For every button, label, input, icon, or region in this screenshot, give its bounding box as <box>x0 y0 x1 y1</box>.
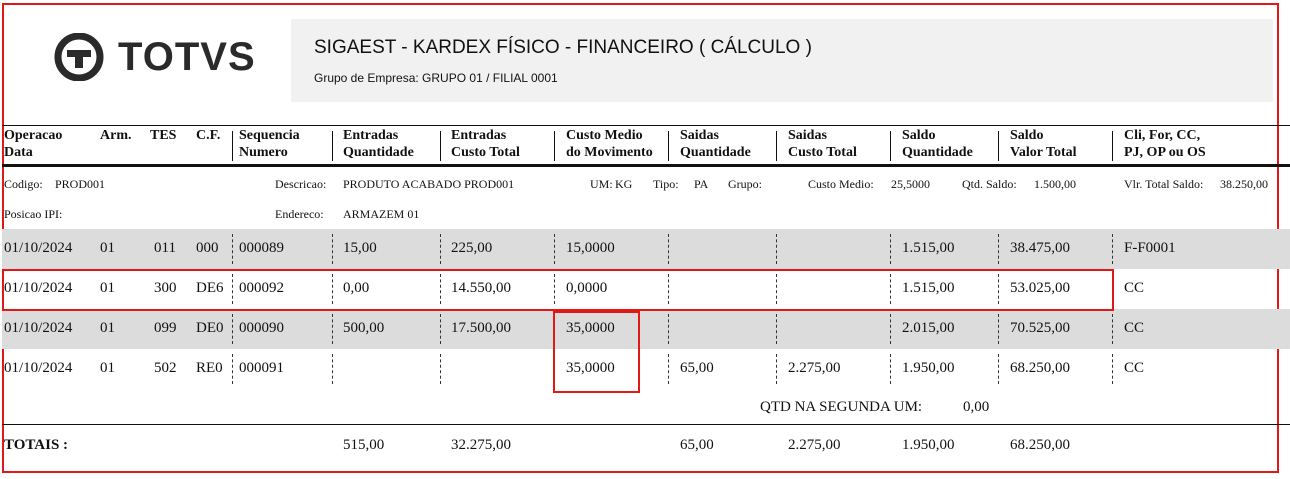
column-header-line1: Entradas <box>343 128 399 143</box>
logo-text: TOTVS <box>118 35 256 79</box>
row-separator <box>890 354 891 384</box>
column-header-2 <box>150 127 176 144</box>
cell-seq: 000091 <box>239 360 284 376</box>
column-header-line2: do Movimento <box>566 145 653 160</box>
cell-sai-qtd: 65,00 <box>680 360 714 376</box>
cell-custo-medio: 0,0000 <box>566 280 608 296</box>
column-header-line1: TES <box>150 128 177 143</box>
row-separator <box>554 234 555 264</box>
column-header-8 <box>680 127 751 161</box>
total-saidas-custo: 2.275,00 <box>788 437 841 453</box>
column-separator <box>232 131 233 161</box>
row-separator <box>776 314 777 344</box>
cell-cli: CC <box>1124 360 1145 376</box>
column-header-line1: Cli, For, CC, <box>1124 128 1201 143</box>
total-entradas-custo: 32.275,00 <box>451 437 511 453</box>
vlr-total-value: 38.250,00 <box>1220 177 1268 191</box>
cell-saldo-qtd: 1.515,00 <box>902 280 955 296</box>
qtd-saldo-label: Qtd. Saldo: <box>962 177 1017 191</box>
column-header-12 <box>1124 127 1206 161</box>
cell-seq: 000090 <box>239 320 284 336</box>
total-saldo-valor: 68.250,00 <box>1010 437 1070 453</box>
tipo-label: Tipo: <box>653 177 679 191</box>
cell-saldo-valor: 70.525,00 <box>1010 320 1070 336</box>
column-header-line2: Valor Total <box>1010 145 1077 160</box>
column-header-0 <box>4 127 62 161</box>
column-header-line1: Saidas <box>680 128 719 143</box>
cell-saldo-qtd: 1.515,00 <box>902 240 955 256</box>
column-header-6 <box>451 127 520 161</box>
row-separator <box>332 354 333 384</box>
cell-cf: DE0 <box>196 320 224 336</box>
column-header-line1: Custo Medio <box>566 128 643 143</box>
column-header-line1: C.F. <box>196 128 221 143</box>
column-header-line2: Custo Total <box>451 145 520 160</box>
um-value: KG <box>615 177 633 191</box>
totvs-logo <box>54 33 256 81</box>
row-separator <box>440 234 441 264</box>
cell-cli: CC <box>1124 280 1145 296</box>
cell-tes: 502 <box>154 360 177 376</box>
cell-saldo-valor: 38.475,00 <box>1010 240 1070 256</box>
column-separator <box>440 131 441 161</box>
row-separator <box>332 314 333 344</box>
column-header-1 <box>100 127 132 144</box>
endereco-value: ARMAZEM 01 <box>343 207 420 221</box>
cell-tes: 099 <box>154 320 177 336</box>
column-header-5 <box>343 127 414 161</box>
column-header-line1: Saldo <box>902 128 936 143</box>
grupo-label: Grupo: <box>728 177 762 191</box>
column-header-line1: Operacao <box>4 128 63 143</box>
row-separator <box>440 314 441 344</box>
tipo-value: PA <box>694 177 709 191</box>
cell-ent-custo: 225,00 <box>451 240 493 256</box>
column-header-line1: Arm. <box>100 128 132 143</box>
total-saldo-qtd: 1.950,00 <box>902 437 955 453</box>
cell-custo-medio: 15,0000 <box>566 240 615 256</box>
table-row <box>2 229 1290 269</box>
cell-arm: 01 <box>100 280 115 296</box>
row-separator <box>668 234 669 264</box>
column-header-line2: Quantidade <box>680 145 751 160</box>
cell-data: 01/10/2024 <box>4 320 73 336</box>
column-header-line2: Numero <box>239 145 288 160</box>
segunda-um-value: 0,00 <box>963 399 990 415</box>
cell-saldo-valor: 68.250,00 <box>1010 360 1070 376</box>
total-saidas-qtd: 65,00 <box>680 437 714 453</box>
column-header-line1: Entradas <box>451 128 507 143</box>
cell-cli: CC <box>1124 320 1145 336</box>
column-separator <box>332 131 333 161</box>
column-separator <box>776 131 777 161</box>
column-header-line2: Data <box>4 145 33 160</box>
column-header-line2: PJ, OP ou OS <box>1124 145 1206 160</box>
totvs-logo-icon <box>54 33 106 81</box>
header-bottom-rule <box>2 164 1290 167</box>
row-separator <box>890 234 891 264</box>
column-header-line1: Saidas <box>788 128 827 143</box>
cell-seq: 000092 <box>239 280 284 296</box>
cell-data: 01/10/2024 <box>4 360 73 376</box>
row-separator <box>776 354 777 384</box>
codigo-label: Codigo: <box>4 177 43 191</box>
column-header-line2: Custo Total <box>788 145 857 160</box>
cell-custo-medio: 35,0000 <box>566 360 615 376</box>
cell-arm: 01 <box>100 240 115 256</box>
codigo-value: PROD001 <box>55 177 106 191</box>
endereco-label: Endereco: <box>275 207 324 221</box>
cell-arm: 01 <box>100 360 115 376</box>
column-header-4 <box>239 127 300 161</box>
row-separator <box>668 354 669 384</box>
column-header-line1: Saldo <box>1010 128 1044 143</box>
um-label: UM: <box>590 177 613 191</box>
cell-ent-custo: 14.550,00 <box>451 280 511 296</box>
totals-rule <box>2 424 1290 425</box>
row-separator <box>440 354 441 384</box>
column-separator <box>998 131 999 161</box>
row-separator <box>668 314 669 344</box>
column-header-line2: Quantidade <box>902 145 973 160</box>
column-header-10 <box>902 127 973 161</box>
cell-cf: RE0 <box>196 360 223 376</box>
cell-seq: 000089 <box>239 240 284 256</box>
descricao-value: PRODUTO ACABADO PROD001 <box>343 177 515 191</box>
table-row <box>2 309 1290 349</box>
column-separator <box>554 131 555 161</box>
row-separator <box>890 314 891 344</box>
cell-ent-qtd: 500,00 <box>343 320 385 336</box>
cell-tes: 011 <box>154 240 176 256</box>
row-separator <box>998 354 999 384</box>
qtd-saldo-value: 1.500,00 <box>1034 177 1076 191</box>
column-header-11 <box>1010 127 1077 161</box>
column-separator <box>1112 131 1113 161</box>
custo-medio-label: Custo Medio: <box>808 177 874 191</box>
row-separator <box>232 234 233 264</box>
descricao-label: Descricao: <box>275 177 327 191</box>
row-separator <box>232 354 233 384</box>
column-header-9 <box>788 127 857 161</box>
cell-cli: F-F0001 <box>1124 240 1176 256</box>
highlight-row-box <box>2 269 1114 311</box>
totals-label: TOTAIS : <box>4 437 69 453</box>
cell-arm: 01 <box>100 320 115 336</box>
segunda-um-label: QTD NA SEGUNDA UM: <box>760 399 923 415</box>
custo-medio-value: 25,5000 <box>891 177 930 191</box>
total-entradas-qtd: 515,00 <box>343 437 385 453</box>
cell-cf: 000 <box>196 240 219 256</box>
column-header-7 <box>566 127 653 161</box>
highlight-custo-medio-box <box>553 311 640 393</box>
cell-data: 01/10/2024 <box>4 240 73 256</box>
posicao-ipi-label: Posicao IPI: <box>4 207 63 221</box>
cell-sai-custo: 2.275,00 <box>788 360 841 376</box>
cell-cf: DE6 <box>196 280 224 296</box>
cell-tes: 300 <box>154 280 177 296</box>
row-separator <box>776 234 777 264</box>
row-separator <box>332 234 333 264</box>
cell-ent-custo: 17.500,00 <box>451 320 511 336</box>
cell-custo-medio: 35,0000 <box>566 320 615 336</box>
cell-data: 01/10/2024 <box>4 280 73 296</box>
row-separator <box>1112 234 1113 264</box>
report-subtitle: Grupo de Empresa: GRUPO 01 / FILIAL 0001 <box>314 71 558 85</box>
row-separator <box>1112 354 1113 384</box>
cell-saldo-qtd: 2.015,00 <box>902 320 955 336</box>
row-separator <box>1112 314 1113 344</box>
cell-saldo-qtd: 1.950,00 <box>902 360 955 376</box>
table-row <box>2 349 1290 389</box>
column-header-line2: Quantidade <box>343 145 414 160</box>
cell-ent-qtd: 15,00 <box>343 240 377 256</box>
row-separator <box>998 314 999 344</box>
cell-saldo-valor: 53.025,00 <box>1010 280 1070 296</box>
column-separator <box>890 131 891 161</box>
vlr-total-label: Vlr. Total Saldo: <box>1124 177 1204 191</box>
row-separator <box>998 234 999 264</box>
cell-ent-qtd: 0,00 <box>343 280 370 296</box>
report-header-box <box>291 19 1273 102</box>
row-separator <box>232 314 233 344</box>
column-header-line1: Sequencia <box>239 128 300 143</box>
header-top-rule <box>2 125 1290 126</box>
column-header-3 <box>196 127 220 144</box>
report-title: SIGAEST - KARDEX FÍSICO - FINANCEIRO ( CÁLCULO ) <box>314 37 812 58</box>
column-separator <box>668 131 669 161</box>
